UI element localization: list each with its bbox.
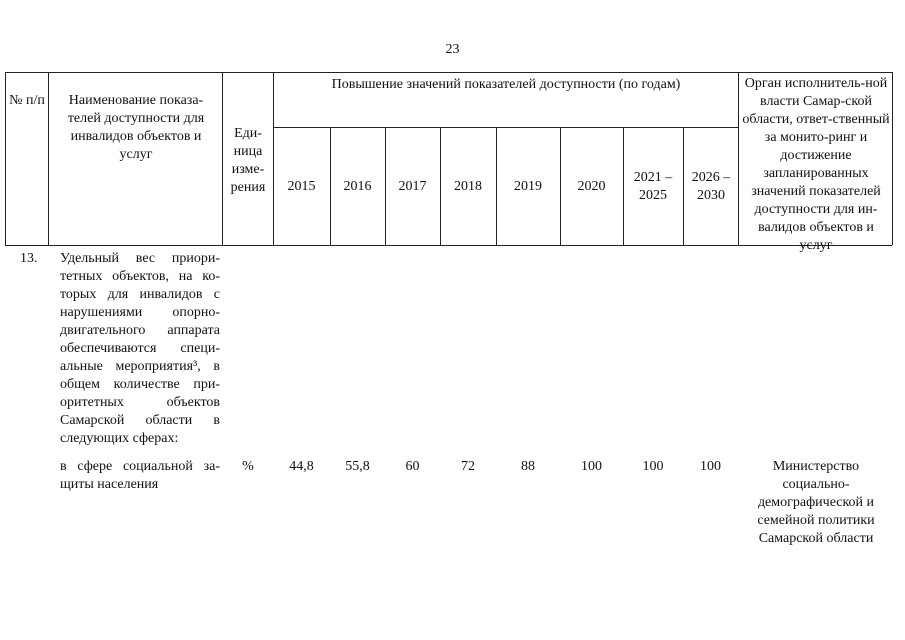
- header-year-2026-2030: 2026 – 2030: [691, 170, 731, 203]
- col-line: [892, 72, 893, 245]
- row-social-value-2019: 88: [521, 459, 535, 474]
- row-social-value-2020: 100: [581, 459, 602, 474]
- row-social-unit: %: [242, 459, 254, 474]
- col-line: [5, 72, 6, 245]
- header-year-2020: 2020: [577, 179, 606, 194]
- row-social-authority: Министерство социально-демографической и семейной политики Самарской области: [757, 459, 875, 546]
- col-line: [48, 72, 49, 245]
- row-social-value-2018: 72: [461, 459, 475, 474]
- row-13-num: 13.: [20, 251, 38, 266]
- header-year-2019: 2019: [514, 179, 542, 194]
- row-social-name: в сфере социальной за-щиты населения: [60, 459, 220, 492]
- row-social-value-2021-2025: 100: [642, 459, 664, 474]
- col-line: [222, 72, 223, 245]
- row-social-value-2017: 60: [405, 459, 420, 474]
- col-line: [273, 72, 274, 245]
- row-13-name: Удельный вес приори-тетных объектов, на ко-торых для инвалидов с нарушениями опорно-двигательного аппарата обеспечиваются специ-альные мероприятия³, в общем количестве при-оритетных объектов Самарской области в следующих сферах:: [60, 251, 220, 446]
- header-indicator-name: Наименование показа-телей доступности для инвалидов объектов и услуг: [67, 93, 205, 162]
- header-increase-title: Повышение значений показателей доступности (по годам): [331, 77, 681, 92]
- header-year-2015: 2015: [287, 179, 316, 194]
- header-year-2017: 2017: [398, 179, 427, 194]
- header-divider: [273, 127, 738, 128]
- header-unit: Еди-ница изме-рения: [230, 126, 266, 195]
- row-social-value-2015: 44,8: [289, 459, 314, 474]
- row-social-value-2016: 55,8: [345, 459, 370, 474]
- col-line: [683, 127, 684, 245]
- page-number: 23: [445, 42, 460, 57]
- header-year-2021-2025: 2021 – 2025: [633, 170, 673, 203]
- col-line: [623, 127, 624, 245]
- header-authority: Орган исполнитель-ной власти Самар-ской области, ответ-ственный за монито-ринг и достижение запланированных значений показателей доступности для ин-валидов объектов и услуг: [742, 76, 890, 253]
- col-line: [738, 72, 739, 245]
- header-num: № п/п: [9, 93, 45, 108]
- table-top-border: [5, 72, 892, 73]
- header-year-2018: 2018: [454, 179, 482, 194]
- header-year-2016: 2016: [343, 179, 372, 194]
- row-social-value-2026-2030: 100: [700, 459, 721, 474]
